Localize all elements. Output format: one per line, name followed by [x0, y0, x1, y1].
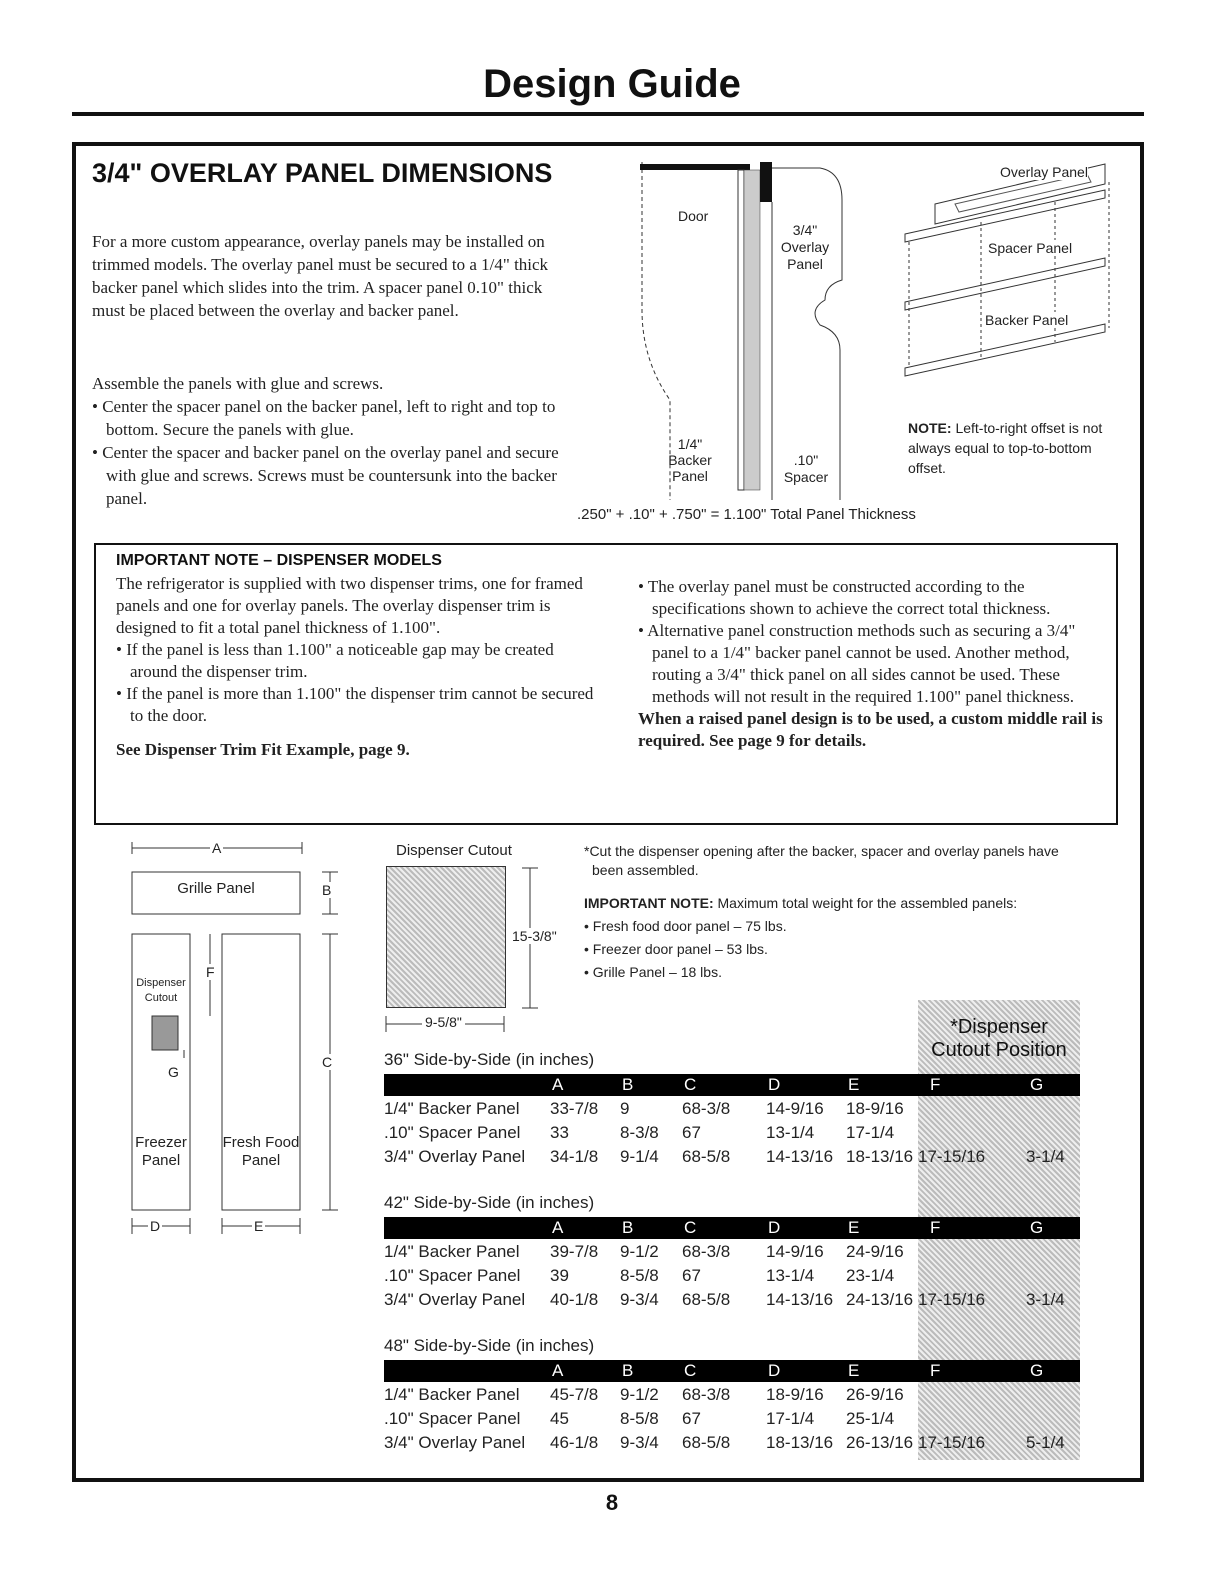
table-cell: 26-13/16	[846, 1433, 914, 1452]
table-title: 36" Side-by-Side (in inches)	[384, 1050, 595, 1069]
weight-label: IMPORTANT NOTE:	[584, 895, 714, 911]
table-cell: 68-5/8	[682, 1147, 731, 1166]
assemble-bullet: • Center the spacer panel on the backer panel, left to right and top to bottom. Secure the panels with glue.	[92, 397, 556, 439]
note-label: NOTE:	[908, 420, 952, 436]
table-cell: 18-9/16	[766, 1385, 824, 1404]
column-header: D	[768, 1075, 781, 1094]
table-cell: 8-5/8	[620, 1409, 659, 1428]
table-cell: 40-1/8	[550, 1290, 599, 1309]
column-header: F	[930, 1075, 941, 1094]
weight-note	[584, 894, 1054, 982]
table-cell: 67	[682, 1266, 701, 1285]
row-label: 1/4" Backer Panel	[384, 1242, 520, 1261]
table-cell: 25-1/4	[846, 1409, 895, 1428]
column-header: A	[552, 1361, 564, 1380]
refrigerator-panel-diagram	[122, 840, 352, 1240]
table-cell: 8-5/8	[620, 1266, 659, 1285]
table-cell: 45-7/8	[550, 1385, 599, 1404]
table-cell: 9-3/4	[620, 1433, 659, 1452]
offset-note	[908, 418, 1108, 478]
table-cell: 39	[550, 1266, 569, 1285]
column-header: B	[622, 1218, 634, 1237]
table-cell: 17-1/4	[766, 1409, 815, 1428]
dim-d-label: D	[150, 1218, 161, 1234]
backer-panel-label: Backer Panel	[985, 312, 1069, 328]
table-cell: 8-3/8	[620, 1123, 659, 1142]
table-cell: 14-13/16	[766, 1290, 834, 1309]
table-header-bar	[384, 1074, 1080, 1096]
fresh-food-panel-label: Fresh Food Panel	[222, 1134, 300, 1169]
thickness-formula: .250" + .10" + .750" = 1.100" Total Panel Thickness	[577, 506, 916, 523]
table-cell: 39-7/8	[550, 1242, 599, 1261]
table-cell: 68-5/8	[682, 1433, 731, 1452]
table-cell: 68-3/8	[682, 1099, 731, 1118]
column-header: A	[552, 1075, 564, 1094]
row-label: 1/4" Backer Panel	[384, 1099, 520, 1118]
row-label: .10" Spacer Panel	[384, 1409, 521, 1428]
row-label: .10" Spacer Panel	[384, 1123, 521, 1142]
important-right-bullet: • Alternative panel construction methods such as securing a 3/4" panel to a 1/4" backer panel cannot be used. Another method, routing a 3/4" thick panel on all sides cannot be used. These methods will not result in the required 1.100" panel thickness.	[638, 621, 1076, 706]
column-header: E	[848, 1075, 860, 1094]
table-cell: 9-1/2	[620, 1242, 659, 1261]
page-title: Design Guide	[483, 62, 741, 106]
column-header: D	[768, 1218, 781, 1237]
dim-g-label: G	[168, 1064, 179, 1080]
table-cell: 26-9/16	[846, 1385, 904, 1404]
weight-text: Maximum total weight for the assembled panels:	[713, 895, 1018, 911]
dim-c-label: C	[322, 1054, 333, 1070]
row-label: 3/4" Overlay Panel	[384, 1433, 526, 1452]
table-cell: 46-1/8	[550, 1433, 599, 1452]
important-left-bullet: • If the panel is less than 1.100" a noticeable gap may be created around the dispenser trim.	[116, 640, 554, 681]
column-header: E	[848, 1218, 860, 1237]
table-cell: 9	[620, 1099, 630, 1118]
important-note-heading: IMPORTANT NOTE – DISPENSER MODELS	[116, 552, 442, 569]
weight-item: • Grille Panel – 18 lbs.	[584, 964, 722, 980]
table-cell: 5-1/4	[1026, 1433, 1065, 1452]
column-header: F	[930, 1361, 941, 1380]
title-rule	[72, 112, 1144, 116]
table-cell: 68-3/8	[682, 1242, 731, 1261]
row-label: 1/4" Backer Panel	[384, 1385, 520, 1404]
spacer-thickness-label: .10" Spacer	[783, 452, 829, 485]
table-cell: 17-15/16	[918, 1147, 986, 1166]
table-cell: 24-13/16	[846, 1290, 914, 1309]
table-cell: 14-9/16	[766, 1099, 824, 1118]
table-cell: 14-13/16	[766, 1147, 834, 1166]
table-cell: 24-9/16	[846, 1242, 904, 1261]
dim-f-label: F	[206, 964, 215, 980]
assemble-text	[92, 372, 570, 510]
table-header-bar	[384, 1360, 1080, 1382]
exploded-panel-diagram	[895, 162, 1117, 388]
table-cell: 17-15/16	[918, 1433, 986, 1452]
table-cell: 17-15/16	[918, 1290, 986, 1309]
overlay-thickness-label: 3/4" Overlay Panel	[780, 222, 830, 272]
row-label: .10" Spacer Panel	[384, 1266, 521, 1285]
column-header: A	[552, 1218, 564, 1237]
section-title: 3/4" OVERLAY PANEL DIMENSIONS	[92, 158, 553, 188]
raised-panel-note: When a raised panel design is to be used, a custom middle rail is required. See page 9 for details.	[638, 709, 1103, 750]
table-cell: 14-9/16	[766, 1242, 824, 1261]
dispenser-trim-link: See Dispenser Trim Fit Example, page 9.	[116, 740, 410, 759]
assemble-bullet: • Center the spacer and backer panel on the overlay panel and secure with glue and screws. Screws must be countersunk into the backer panel.	[92, 443, 559, 508]
page-number: 8	[605, 1490, 619, 1515]
door-label: Door	[678, 208, 709, 224]
important-left-para: The refrigerator is supplied with two dispenser trims, one for framed panels and one for overlay panels. The overlay dispenser trim is designed to fit a total panel thickness of 1.100".	[116, 574, 583, 637]
table-cell: 45	[550, 1409, 569, 1428]
note-text: Left-to-right offset is not always equal to top-to-bottom offset.	[908, 420, 1103, 476]
assemble-heading: Assemble the panels with glue and screws.	[92, 374, 384, 393]
intro-paragraph: For a more custom appearance, overlay panels may be installed on trimmed models. The overlay panel must be secured to a 1/4" thick backer panel which slides into the trim. A spacer panel 0.10" thick must be placed between the overlay and backer panel.	[92, 232, 549, 320]
column-header: C	[684, 1218, 697, 1237]
column-header: C	[684, 1361, 697, 1380]
row-label: 3/4" Overlay Panel	[384, 1290, 526, 1309]
cut-note: *Cut the dispenser opening after the backer, spacer and overlay panels have been assembled.	[584, 843, 1059, 878]
table-cell: 13-1/4	[766, 1266, 815, 1285]
cutout-position-header	[918, 1016, 1080, 1062]
table-cell: 33	[550, 1123, 569, 1142]
dim-a-label: A	[212, 840, 222, 856]
table-cell: 68-5/8	[682, 1290, 731, 1309]
table-title: 48" Side-by-Side (in inches)	[384, 1336, 595, 1355]
table-header-bar	[384, 1217, 1080, 1239]
table-cell: 34-1/8	[550, 1147, 599, 1166]
dispenser-cutout-label: Dispenser Cutout	[396, 842, 512, 859]
table-cell: 3-1/4	[1026, 1290, 1065, 1309]
column-header: C	[684, 1075, 697, 1094]
dispenser-cutout-small-label: Dispenser Cutout	[136, 977, 186, 1004]
column-header: B	[622, 1361, 634, 1380]
column-header: D	[768, 1361, 781, 1380]
table-cell: 9-1/2	[620, 1385, 659, 1404]
column-header: E	[848, 1361, 860, 1380]
table-title: 42" Side-by-Side (in inches)	[384, 1193, 595, 1212]
column-header: G	[1030, 1075, 1044, 1094]
cutout-position-line: Cutout Position	[931, 1039, 1067, 1061]
spacer-panel-label: Spacer Panel	[988, 240, 1073, 256]
table-cell: 18-13/16	[846, 1147, 914, 1166]
column-header: G	[1030, 1218, 1044, 1237]
grille-panel-label: Grille Panel	[177, 880, 255, 897]
column-header: G	[1030, 1361, 1044, 1380]
table-cell: 67	[682, 1409, 701, 1428]
table-cell: 67	[682, 1123, 701, 1142]
weight-item: • Fresh food door panel – 75 lbs.	[584, 918, 787, 934]
table-cell: 33-7/8	[550, 1099, 599, 1118]
table-cell: 23-1/4	[846, 1266, 895, 1285]
important-right-bullet: • The overlay panel must be constructed according to the specifications shown to achieve the correct total thickness.	[638, 577, 1051, 618]
table-cell: 9-3/4	[620, 1290, 659, 1309]
important-left-column	[116, 573, 596, 761]
dim-e-label: E	[254, 1218, 264, 1234]
table-cell: 18-13/16	[766, 1433, 834, 1452]
table-cell: 13-1/4	[766, 1123, 815, 1142]
row-label: 3/4" Overlay Panel	[384, 1147, 526, 1166]
important-right-column	[638, 576, 1110, 752]
cutout-width: 9-5/8"	[422, 1014, 465, 1030]
column-header: F	[930, 1218, 941, 1237]
cutout-position-line: *Dispenser	[950, 1016, 1048, 1038]
table-cell: 18-9/16	[846, 1099, 904, 1118]
weight-item: • Freezer door panel – 53 lbs.	[584, 941, 768, 957]
cutout-dimension-lines	[382, 864, 562, 1040]
cutout-height: 15-3/8"	[512, 928, 557, 944]
column-header: B	[622, 1075, 634, 1094]
table-cell: 17-1/4	[846, 1123, 895, 1142]
table-cell: 68-3/8	[682, 1385, 731, 1404]
backer-thickness-label: 1/4" Backer Panel	[668, 436, 712, 484]
overlay-panel-label: Overlay Panel	[1000, 164, 1088, 180]
table-cell: 9-1/4	[620, 1147, 659, 1166]
freezer-panel-label: Freezer Panel	[135, 1134, 187, 1169]
important-left-bullet: • If the panel is more than 1.100" the dispenser trim cannot be secured to the door.	[116, 684, 594, 725]
table-cell: 3-1/4	[1026, 1147, 1065, 1166]
dim-b-label: B	[322, 882, 332, 898]
